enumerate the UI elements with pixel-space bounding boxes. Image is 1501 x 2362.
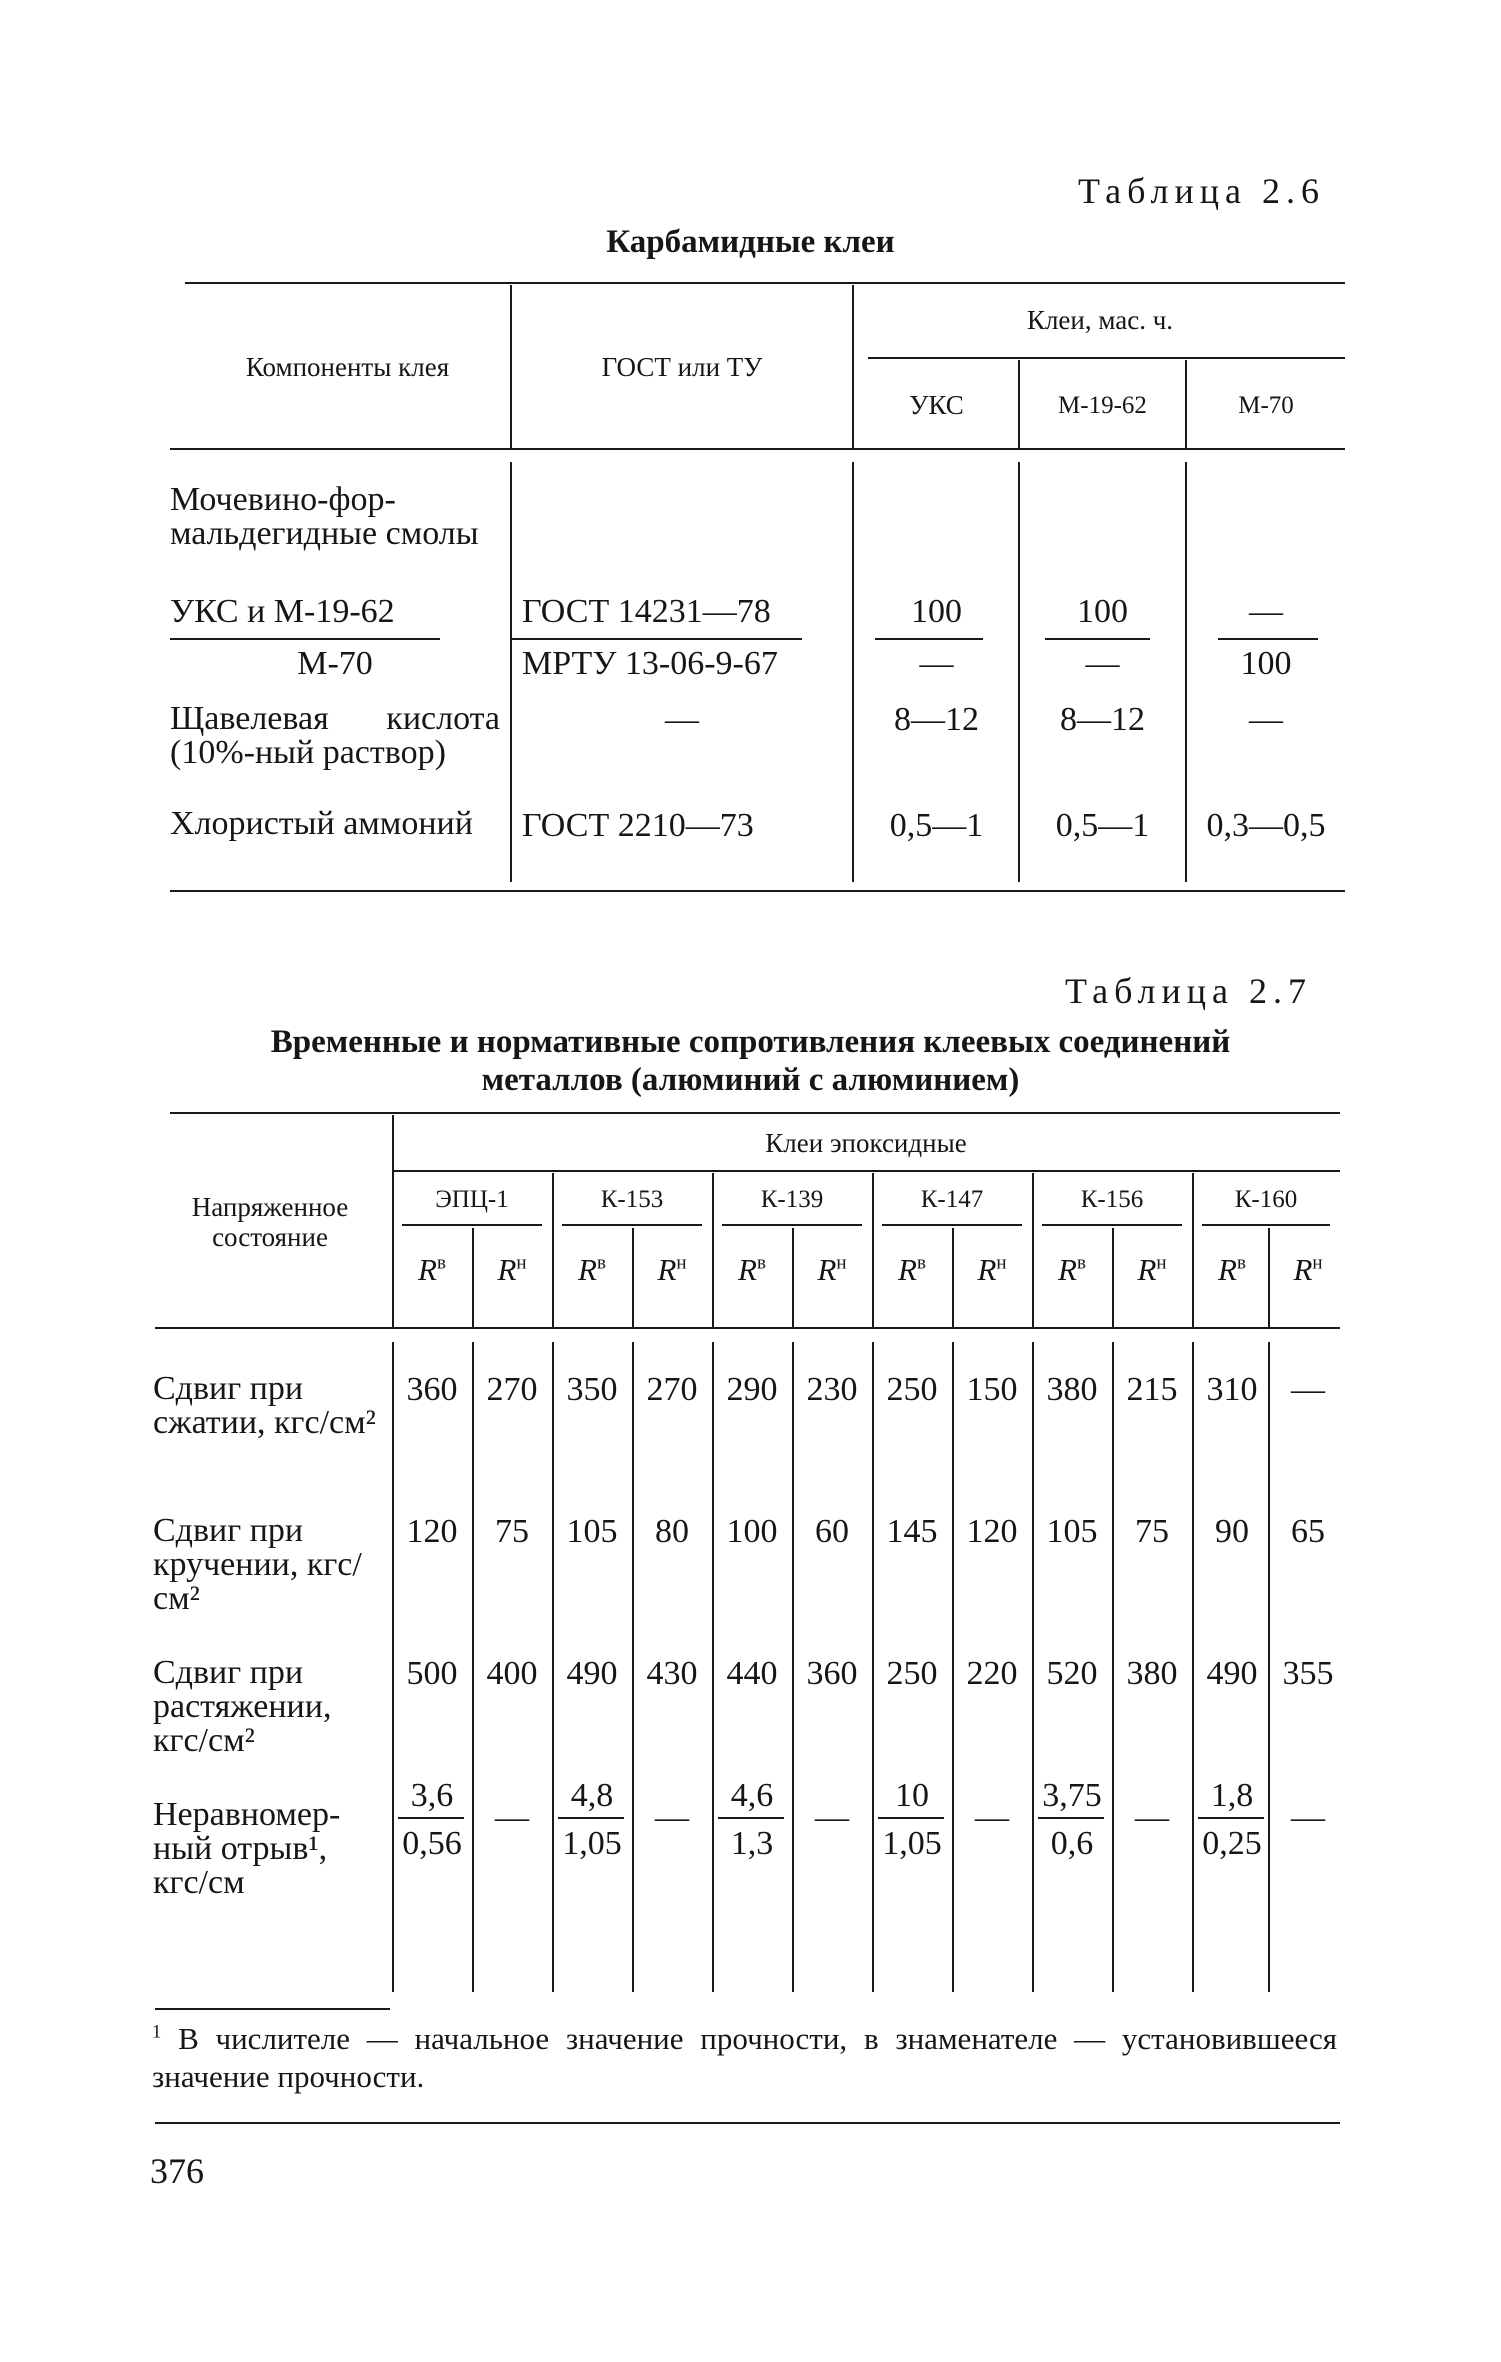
footnote-text: В числителе — начальное значение прочности, в знаменателе — установившееся значение прочности. bbox=[152, 2021, 1338, 2094]
peel-dash: — bbox=[1291, 1799, 1325, 1836]
r-n-label bbox=[472, 1252, 552, 1288]
header-components: Компоненты клея bbox=[245, 352, 450, 382]
peel-denominator: 0,56 bbox=[402, 1825, 462, 1862]
r-n-label bbox=[952, 1252, 1032, 1288]
table-2-7-vrule bbox=[792, 1228, 794, 1327]
table-2-7-vrule bbox=[1192, 1173, 1194, 1327]
table-value: 215 bbox=[1126, 1371, 1178, 1408]
peel-denominator: 1,05 bbox=[562, 1825, 622, 1862]
glue-name: К-156 bbox=[1080, 1186, 1144, 1213]
table-value: 400 bbox=[486, 1655, 538, 1692]
table-value: 270 bbox=[646, 1371, 698, 1408]
table-2-7-vrule bbox=[392, 1115, 394, 1327]
m1962-value: 0,5—1 bbox=[1055, 807, 1150, 844]
table-2-7-vrule bbox=[1032, 1173, 1034, 1327]
table-value: 65 bbox=[1291, 1513, 1325, 1550]
r-superscript: в bbox=[1236, 1252, 1246, 1274]
m1962-value: 8—12 bbox=[1060, 701, 1145, 738]
uks-value: 100 bbox=[911, 593, 962, 630]
glue-name: К-147 bbox=[920, 1186, 984, 1213]
table-value: 360 bbox=[806, 1655, 858, 1692]
row-torsion: Сдвиг при кручении, кгс/см² bbox=[153, 1512, 362, 1617]
table-2-7-vrule bbox=[1268, 1228, 1270, 1327]
fraction-bar bbox=[1038, 1817, 1104, 1819]
r-letter: R bbox=[1137, 1252, 1157, 1287]
r-letter: R bbox=[738, 1252, 757, 1287]
footnote-rule bbox=[155, 2008, 390, 2010]
table-value: — bbox=[1291, 1371, 1325, 1408]
row-underline bbox=[512, 638, 802, 640]
uks-value: — bbox=[919, 645, 954, 682]
r-n-label bbox=[1112, 1252, 1192, 1288]
table-value: 230 bbox=[806, 1371, 858, 1408]
table-value: 350 bbox=[566, 1371, 618, 1408]
header-uks: УКС bbox=[909, 390, 964, 420]
row-underline bbox=[1218, 638, 1318, 640]
m70-value: 100 bbox=[1240, 645, 1292, 682]
table-2-7-vrule bbox=[472, 1228, 474, 1327]
uks-value: 0,5—1 bbox=[889, 807, 984, 844]
r-letter: R bbox=[898, 1252, 917, 1287]
row-underline bbox=[875, 638, 983, 640]
peel-numerator: 4,8 bbox=[570, 1777, 614, 1814]
table-value: 490 bbox=[1206, 1655, 1258, 1692]
glue-name: ЭПЦ-1 bbox=[435, 1186, 509, 1213]
peel-denominator: 1,05 bbox=[882, 1825, 942, 1862]
r-superscript: н bbox=[676, 1252, 687, 1274]
table-2-7-vrule bbox=[552, 1173, 554, 1327]
m1962-value: — bbox=[1085, 645, 1120, 682]
table-2-7-vrule bbox=[712, 1173, 714, 1327]
peel-numerator: 3,6 bbox=[410, 1777, 454, 1814]
fraction-bar bbox=[398, 1817, 464, 1819]
table-value: 80 bbox=[655, 1513, 689, 1550]
r-superscript: в bbox=[1076, 1252, 1086, 1274]
r-superscript: н bbox=[516, 1252, 527, 1274]
table-value: 355 bbox=[1282, 1655, 1334, 1692]
m1962-value: 100 bbox=[1077, 593, 1128, 630]
glue-underline bbox=[722, 1224, 862, 1226]
peel-denominator: 0,6 bbox=[1050, 1825, 1094, 1862]
table-value: 360 bbox=[406, 1371, 458, 1408]
table-value: 145 bbox=[886, 1513, 938, 1550]
r-letter: R bbox=[817, 1252, 837, 1287]
row-ammonium: Хлористый аммоний bbox=[170, 805, 473, 842]
table-value: 120 bbox=[406, 1513, 458, 1550]
peel-dash: — bbox=[1135, 1799, 1169, 1836]
r-v-label bbox=[712, 1252, 792, 1288]
table-value: 120 bbox=[966, 1513, 1018, 1550]
r-letter: R bbox=[1293, 1252, 1313, 1287]
table-2-7-vrule bbox=[632, 1228, 634, 1327]
m70-value: — bbox=[1249, 701, 1283, 738]
row-peel: Неравномерный отрыв¹, кгс/см bbox=[153, 1796, 341, 1901]
table-value: 75 bbox=[495, 1513, 529, 1550]
r-superscript: н bbox=[1156, 1252, 1167, 1274]
glue-name: К-160 bbox=[1234, 1186, 1298, 1213]
table-2-7-top-rule bbox=[170, 1112, 1340, 1114]
table-value: 250 bbox=[886, 1371, 938, 1408]
footnote-mark: 1 bbox=[152, 2021, 162, 2043]
page-number: 376 bbox=[150, 2151, 204, 2191]
table-value: 220 bbox=[966, 1655, 1018, 1692]
uks-value: 8—12 bbox=[894, 701, 979, 738]
row-uks-m1962: УКС и М-19-62 bbox=[170, 593, 395, 630]
row-compression: Сдвиг при сжатии, кгс/см² bbox=[153, 1370, 376, 1441]
table-2-7-title-line1: Временные и нормативные сопротивления клеевых соединений bbox=[270, 1024, 1231, 1060]
r-letter: R bbox=[977, 1252, 997, 1287]
glue-underline bbox=[1042, 1224, 1182, 1226]
mrtu-value: МРТУ 13-06-9-67 bbox=[522, 645, 778, 682]
table-2-6-vrule bbox=[852, 462, 854, 882]
r-superscript: в bbox=[916, 1252, 926, 1274]
r-v-label bbox=[1032, 1252, 1112, 1288]
r-letter: R bbox=[578, 1252, 597, 1287]
glue-underline bbox=[882, 1224, 1022, 1226]
row-tension: Сдвиг при растяжении, кгс/см² bbox=[153, 1654, 332, 1759]
table-2-6-vrule bbox=[852, 285, 854, 448]
glue-name: К-139 bbox=[760, 1186, 824, 1213]
fraction-bar bbox=[1198, 1817, 1264, 1819]
glue-underline bbox=[1202, 1224, 1330, 1226]
row-m70: М-70 bbox=[297, 645, 373, 682]
header-m70: М-70 bbox=[1238, 392, 1294, 419]
table-value: 105 bbox=[566, 1513, 618, 1550]
table-2-7-vrule bbox=[872, 1173, 874, 1327]
m70-value: 0,3—0,5 bbox=[1206, 807, 1326, 844]
table-value: 60 bbox=[815, 1513, 849, 1550]
fraction-bar bbox=[878, 1817, 944, 1819]
table-value: 250 bbox=[886, 1655, 938, 1692]
gost-14231: ГОСТ 14231—78 bbox=[522, 593, 771, 630]
table-2-7-title-line2: металлов (алюминий с алюминием) bbox=[481, 1062, 1020, 1098]
table-value: 380 bbox=[1046, 1371, 1098, 1408]
table-2-6-vrule bbox=[510, 462, 512, 882]
r-n-label bbox=[1268, 1252, 1348, 1288]
glue-underline bbox=[402, 1224, 542, 1226]
peel-dash: — bbox=[975, 1799, 1009, 1836]
peel-numerator: 1,8 bbox=[1210, 1777, 1254, 1814]
r-n-label bbox=[792, 1252, 872, 1288]
r-v-label bbox=[392, 1252, 472, 1288]
header-adhesives: Клеи, мас. ч. bbox=[1026, 305, 1174, 335]
table-value: 380 bbox=[1126, 1655, 1178, 1692]
table-value: 290 bbox=[726, 1371, 778, 1408]
gost-2210: ГОСТ 2210—73 bbox=[522, 807, 754, 844]
m70-value: — bbox=[1249, 593, 1283, 630]
peel-dash: — bbox=[655, 1799, 689, 1836]
fraction-bar bbox=[558, 1817, 624, 1819]
r-superscript: н bbox=[1312, 1252, 1323, 1274]
header-epoxy: Клеи эпоксидные bbox=[765, 1128, 967, 1158]
r-v-label bbox=[872, 1252, 952, 1288]
table-2-6-title: Карбамидные клеи bbox=[606, 224, 895, 260]
table-value: 490 bbox=[566, 1655, 618, 1692]
row-underline bbox=[170, 638, 440, 640]
table-2-6-label: Таблица 2.6 bbox=[1078, 171, 1325, 211]
oxalic-gost: — bbox=[665, 701, 699, 738]
table-value: 75 bbox=[1135, 1513, 1169, 1550]
r-superscript: в bbox=[756, 1252, 766, 1274]
table-2-6-bottom-rule bbox=[170, 890, 1345, 892]
table-value: 310 bbox=[1206, 1371, 1258, 1408]
table-value: 90 bbox=[1215, 1513, 1249, 1550]
table-value: 100 bbox=[726, 1513, 778, 1550]
header-gost: ГОСТ или ТУ bbox=[601, 352, 763, 382]
r-n-label bbox=[632, 1252, 712, 1288]
row-underline bbox=[1045, 638, 1150, 640]
row-oxalic: Щавелевая кислота (10%-ный раствор) bbox=[170, 700, 500, 771]
table-value: 440 bbox=[726, 1655, 778, 1692]
header-m1962: М-19-62 bbox=[1058, 392, 1147, 419]
glue-name: К-153 bbox=[600, 1186, 664, 1213]
peel-dash: — bbox=[815, 1799, 849, 1836]
peel-numerator: 10 bbox=[895, 1777, 929, 1814]
r-v-label bbox=[552, 1252, 632, 1288]
table-2-7-header-bottom-rule bbox=[155, 1327, 1340, 1329]
table-2-6-header-bottom-rule bbox=[170, 448, 1345, 450]
r-v-label bbox=[1192, 1252, 1272, 1288]
footnote bbox=[152, 2020, 1337, 2096]
peel-numerator: 4,6 bbox=[730, 1777, 774, 1814]
r-letter: R bbox=[657, 1252, 677, 1287]
r-letter: R bbox=[1058, 1252, 1077, 1287]
row-resin-name: Мочевино-формальдегидные смолы bbox=[170, 481, 479, 552]
table-2-7-vrule bbox=[952, 1228, 954, 1327]
peel-denominator: 1,3 bbox=[730, 1825, 774, 1862]
table-2-6-top-rule bbox=[185, 282, 1345, 284]
r-letter: R bbox=[418, 1252, 437, 1287]
header-stress-state: Напряженное состояние bbox=[191, 1192, 349, 1252]
peel-dash: — bbox=[495, 1799, 529, 1836]
r-superscript: н bbox=[996, 1252, 1007, 1274]
page-bottom-rule bbox=[155, 2122, 1340, 2124]
peel-numerator: 3,75 bbox=[1042, 1777, 1102, 1814]
r-superscript: в bbox=[436, 1252, 446, 1274]
table-value: 520 bbox=[1046, 1655, 1098, 1692]
table-2-6-header-subrule bbox=[868, 357, 1345, 359]
fraction-bar bbox=[718, 1817, 784, 1819]
glue-underline bbox=[562, 1224, 702, 1226]
table-value: 150 bbox=[966, 1371, 1018, 1408]
table-value: 430 bbox=[646, 1655, 698, 1692]
peel-denominator: 0,25 bbox=[1202, 1825, 1262, 1862]
table-value: 270 bbox=[486, 1371, 538, 1408]
table-2-7-epoxy-rule bbox=[392, 1170, 1340, 1172]
r-superscript: н bbox=[836, 1252, 847, 1274]
table-2-7-label: Таблица 2.7 bbox=[1065, 971, 1312, 1011]
r-letter: R bbox=[497, 1252, 517, 1287]
table-value: 105 bbox=[1046, 1513, 1098, 1550]
table-2-7-vrule bbox=[1112, 1228, 1114, 1327]
r-letter: R bbox=[1218, 1252, 1237, 1287]
r-superscript: в bbox=[596, 1252, 606, 1274]
table-value: 500 bbox=[406, 1655, 458, 1692]
